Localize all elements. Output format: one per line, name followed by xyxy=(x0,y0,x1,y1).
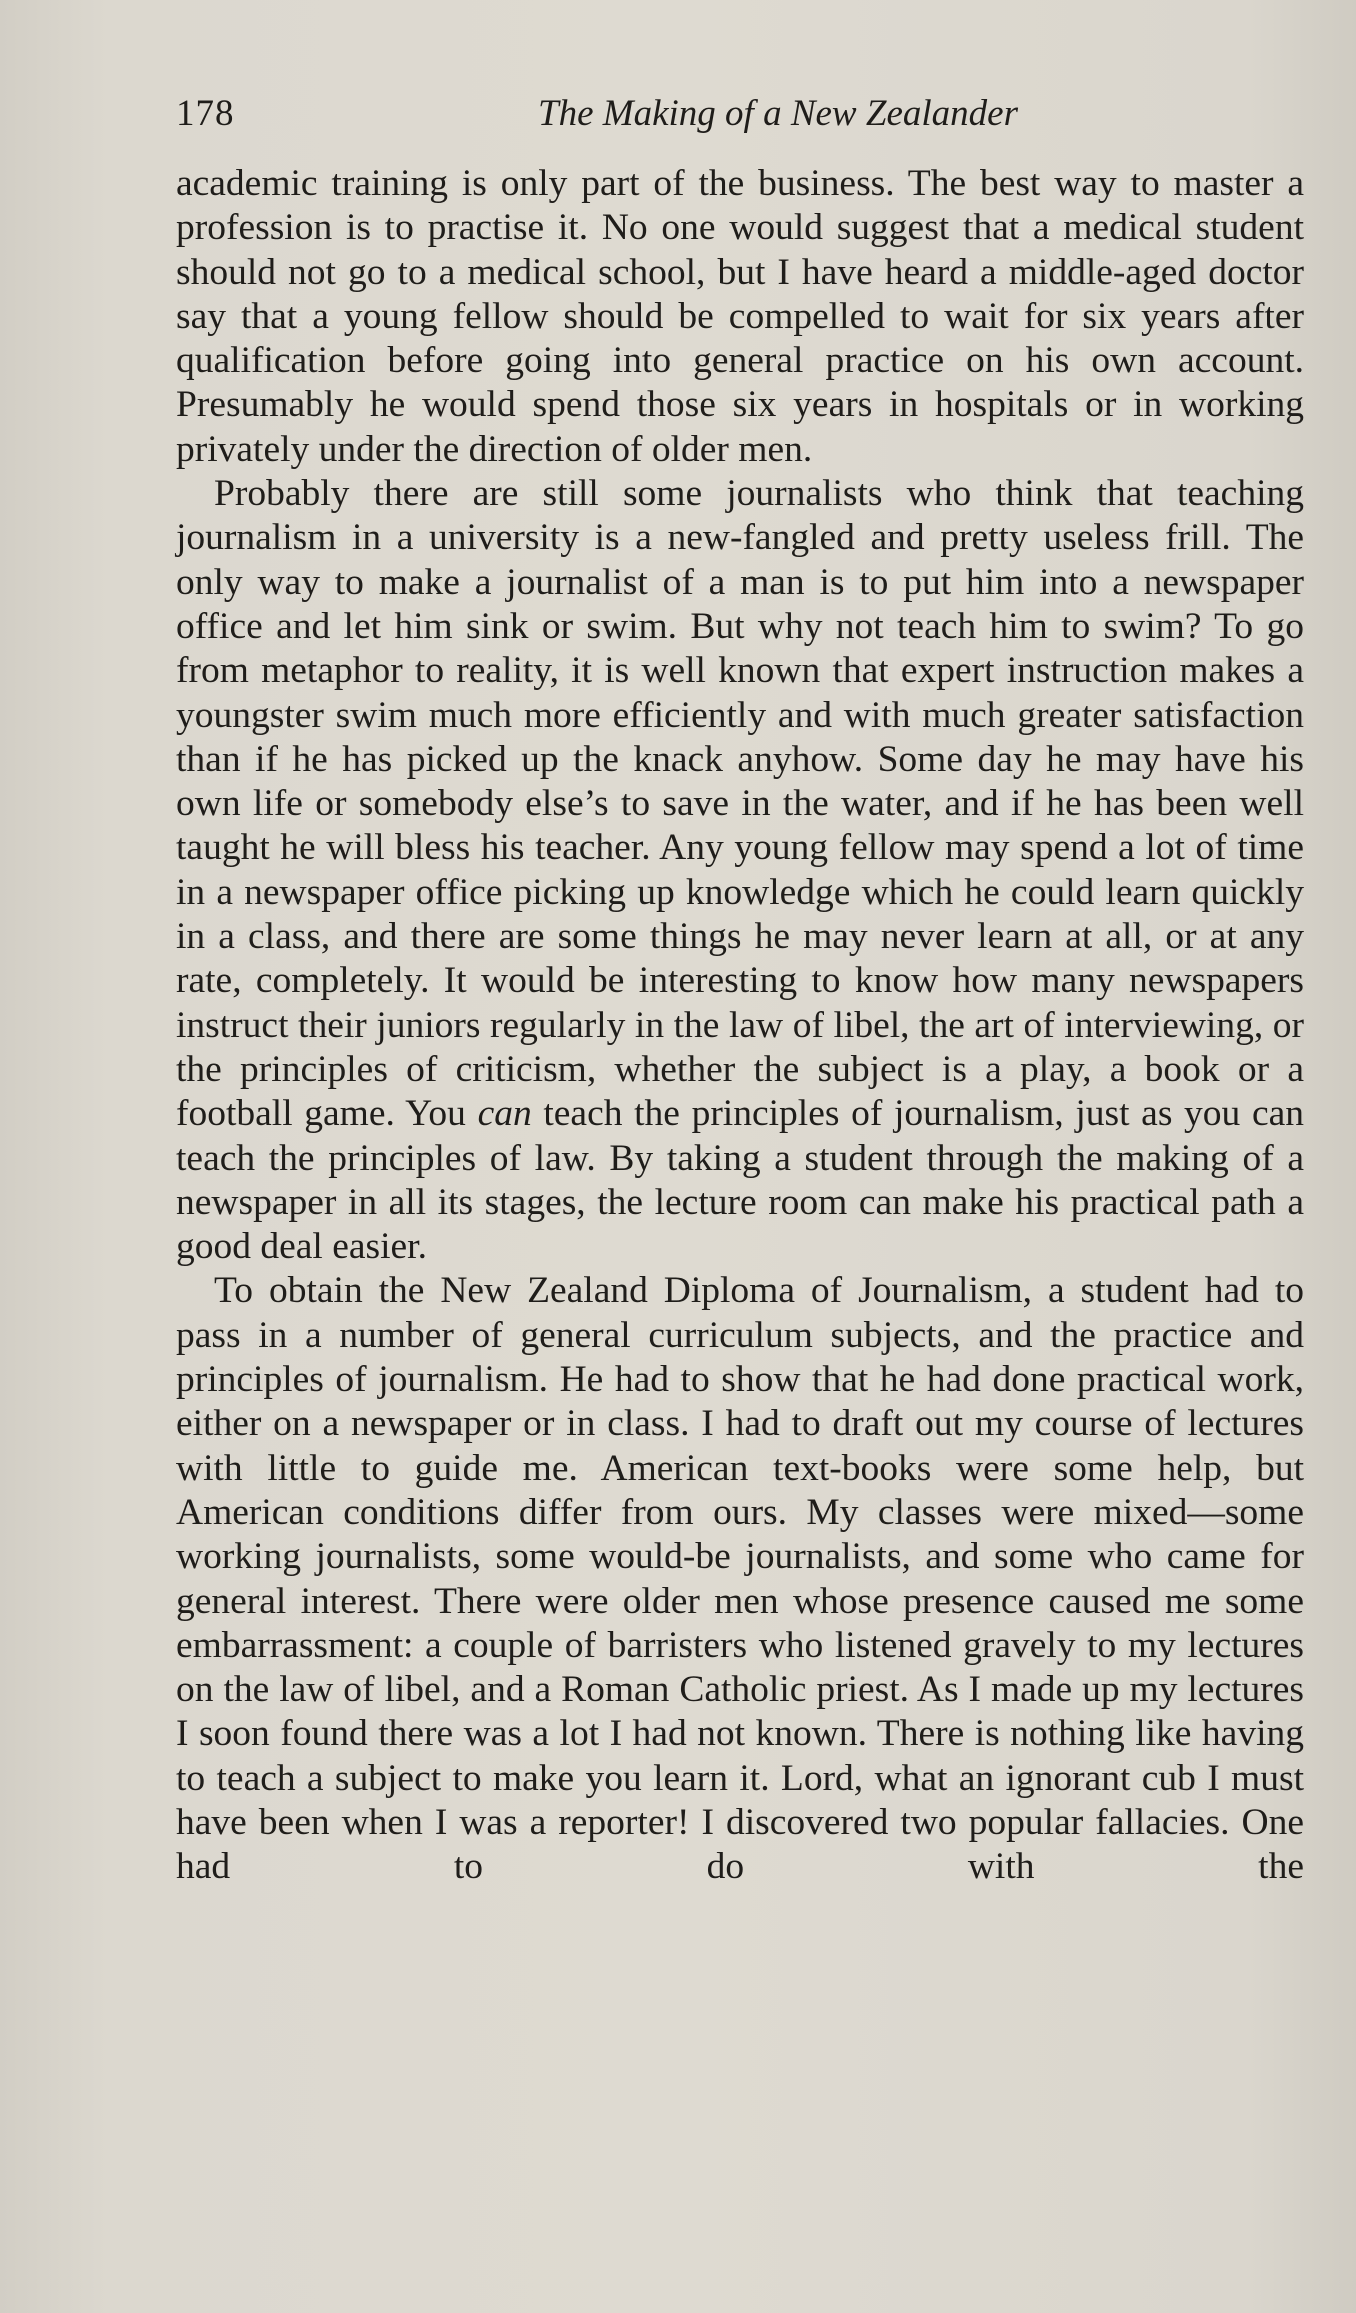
body-text xyxy=(176,162,1304,1890)
running-head xyxy=(176,88,1304,140)
page-number: 178 xyxy=(176,93,235,134)
paragraph-2 xyxy=(176,472,1304,1269)
paragraph-2-main: Probably there are still some journalists who think that teaching journalism in a university is a new-fangled and pretty useless frill. The only way to make a journalist of a man is to put him into a newspaper office and let him sink or swim. But why not teach him to swim? To go from metaphor to reality, it is well known that expert instruction makes a youngster swim much more efficiently and with much greater satisfaction than if he has picked up the knack anyhow. Some day he may have his own life or somebody else’s to save in the water, and if he has been well taught he will bless his teacher. Any young fellow may spend a lot of time in a newspaper office picking up knowledge which he could learn quickly in a class, and there are some things he may never learn at all, or at any rate, completely. It would be interesting to know how many newspapers instruct their juniors regularly in the law of libel, the art of interviewing, or the principles of criticism, whether the subject is a play, a book or a football game. xyxy=(176,473,1304,1135)
running-title: The Making of a New Zealander xyxy=(538,93,1018,134)
paragraph-2-after-italic: teach the principles of journalism, just as you can teach the principles of law. By taking a student through the making of a newspaper in all its stages, the lecture room can make his practical path a good deal easier. xyxy=(176,1093,1304,1268)
paragraph-2-before-italic: You xyxy=(405,1093,478,1135)
paragraph-3: To obtain the New Zealand Diploma of Journalism, a student had to pass in a number of general curriculum subjects, and the practice and principles of journalism. He had to show that he had done practical work, either on a newspaper or in class. I had to draft out my course of lectures with little to guide me. American text-books were some help, but American conditions differ from ours. My classes were mixed—some working journalists, some would-be journalists, and some who came for general interest. There were older men whose presence caused me some embarrassment: a couple of barristers who listened gravely to my lectures on the law of libel, and a Roman Catholic priest. As I made up my lectures I soon found there was a lot I had not known. There is nothing like having to teach a subject to make you learn it. Lord, what an ignorant cub I must have been when I was a reporter! I discovered two popular fallacies. One had to do with the xyxy=(176,1270,1304,1888)
paragraph-1: academic training is only part of the business. The best way to master a profession is to practise it. No one would suggest that a medical student should not go to a medical school, but I have heard a middle-aged doctor say that a young fellow should be compelled to wait for six years after qualification before going into general practice on his own account. Presumably he would spend those six years in hospitals or in working privately under the direction of older men. xyxy=(176,163,1304,470)
italic-emphasis: can xyxy=(477,1093,532,1135)
